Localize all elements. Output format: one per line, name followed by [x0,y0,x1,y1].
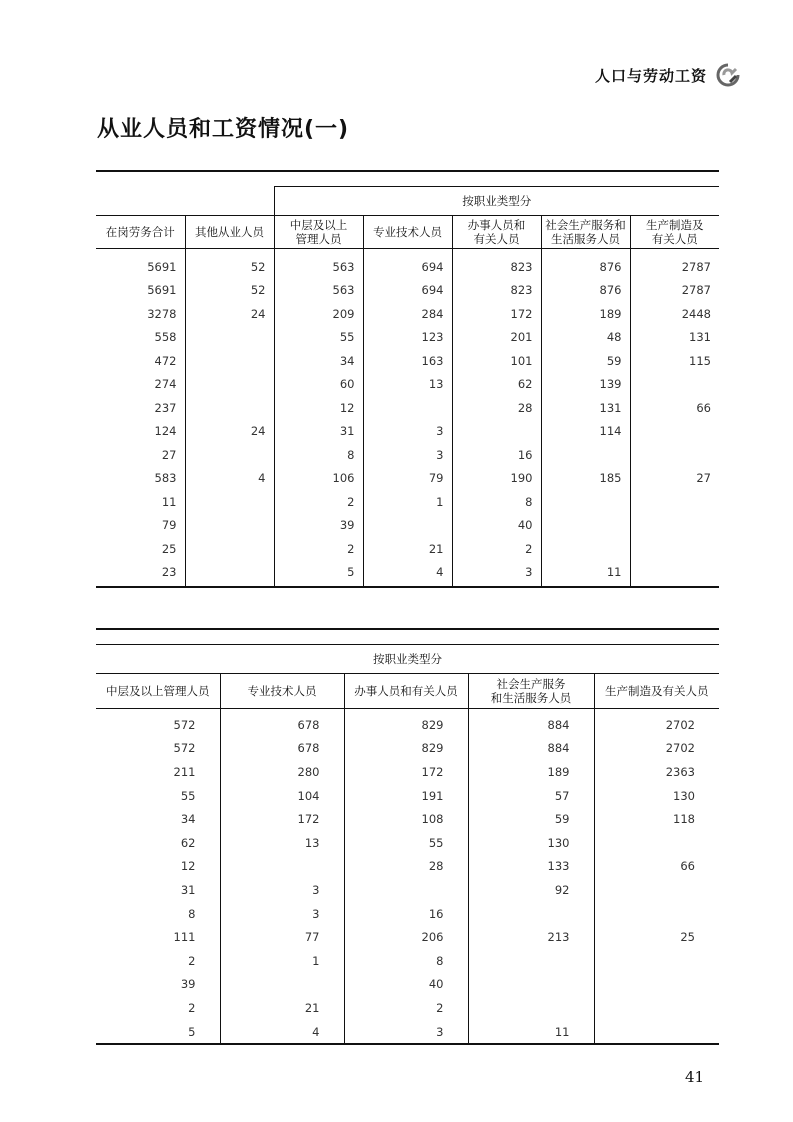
table-row [96,326,719,350]
table-cell: 21 [220,996,344,1020]
table-cell [185,443,274,467]
table-cell: 274 [154,377,177,392]
table-row [96,302,719,326]
table-cell: 2 [344,996,468,1020]
table-cell: 104 [220,784,344,808]
table-cell: 280 [220,760,344,784]
table-cell: 2 [188,1000,196,1015]
table-cell: 876 [541,279,630,303]
table-cell: 28 [452,396,541,420]
page-number: 41 [685,1068,705,1086]
table-cell [541,537,630,561]
column-header: 中层及以上 管理人员 [274,216,363,249]
table-cell: 79 [161,518,177,533]
table-cell: 66 [594,855,719,879]
table-cell [185,349,274,373]
table-cell: 131 [630,326,719,350]
table-cell: 39 [180,977,196,992]
table-cell: 3 [363,443,452,467]
table-cell: 27 [630,467,719,491]
table-cell: 40 [452,514,541,538]
table-cell [594,902,719,926]
table-cell: 34 [180,812,196,827]
table-cell [468,996,594,1020]
page-title: 从业人员和工资情况(一) [97,117,350,142]
table-cell: 209 [274,302,363,326]
table-row [96,1020,719,1045]
table-cell: 284 [363,302,452,326]
table-cell: 139 [541,373,630,397]
table-cell: 211 [173,764,196,779]
section-logo-icon [715,62,741,88]
table-cell: 34 [274,349,363,373]
table-cell: 21 [363,537,452,561]
table-cell: 3 [344,1020,468,1045]
table-row [96,737,719,761]
table-row [96,807,719,831]
table-row [96,349,719,373]
table-cell: 124 [154,424,177,439]
table-cell: 66 [630,396,719,420]
table-cell: 583 [154,471,177,486]
table-cell [541,490,630,514]
table-cell: 823 [452,279,541,303]
table-cell: 213 [468,925,594,949]
table-cell: 694 [363,249,452,279]
table-cell [594,949,719,973]
table-row [96,949,719,973]
table-cell: 2702 [594,709,719,737]
table-row [96,855,719,879]
table-cell [594,973,719,997]
table-cell: 563 [274,279,363,303]
table-cell: 5691 [147,259,177,274]
table-cell: 118 [594,807,719,831]
table-cell: 4 [185,467,274,491]
table-row [96,279,719,303]
column-header: 专业技术人员 [220,674,344,709]
table-cell: 48 [541,326,630,350]
table-cell: 3 [220,902,344,926]
table-cell: 189 [541,302,630,326]
table-cell: 11 [541,561,630,588]
table-row [96,831,719,855]
table-cell: 3 [220,878,344,902]
table-cell: 24 [185,302,274,326]
table-cell [630,420,719,444]
column-header: 在岗劳务合计 [96,216,185,249]
employment-table-2 [96,628,719,1045]
table-cell: 131 [541,396,630,420]
table-cell: 28 [344,855,468,879]
table-cell: 172 [344,760,468,784]
table-cell [185,537,274,561]
table-cell: 8 [344,949,468,973]
column-header: 专业技术人员 [363,216,452,249]
table-row [96,973,719,997]
table-cell: 572 [173,741,196,756]
table-cell: 12 [180,859,196,874]
table-cell [452,420,541,444]
table-row [96,420,719,444]
table-cell [541,514,630,538]
table-cell: 237 [154,400,177,415]
table-cell: 52 [185,249,274,279]
table-cell: 55 [180,788,196,803]
table-cell: 111 [173,930,196,945]
table-row [96,561,719,588]
table-cell: 16 [452,443,541,467]
column-header: 社会生产服务 和生活服务人员 [468,674,594,709]
table-cell: 3 [363,420,452,444]
table-cell: 62 [452,373,541,397]
table-cell: 123 [363,326,452,350]
table-cell: 2787 [630,249,719,279]
table-cell: 823 [452,249,541,279]
table-cell: 2363 [594,760,719,784]
table-cell [185,490,274,514]
table-cell: 25 [594,925,719,949]
table-cell [541,443,630,467]
employment-table-1 [96,170,719,588]
table-cell: 5691 [147,283,177,298]
table-cell [630,537,719,561]
table-cell [630,490,719,514]
table-row [96,396,719,420]
table-row [96,925,719,949]
table-cell: 130 [468,831,594,855]
table-row [96,514,719,538]
table-cell: 25 [161,541,177,556]
table-cell: 472 [154,353,177,368]
table-cell: 2448 [630,302,719,326]
table-cell: 8 [274,443,363,467]
blank-header [96,187,274,216]
table-cell [468,949,594,973]
table-cell: 106 [274,467,363,491]
table-cell: 101 [452,349,541,373]
table-row [96,709,719,737]
table-cell: 55 [274,326,363,350]
table-cell: 2 [274,490,363,514]
table-cell [630,443,719,467]
table-cell [594,1020,719,1045]
column-header: 生产制造及 有关人员 [630,216,719,249]
table-cell: 13 [363,373,452,397]
column-header: 生产制造及有关人员 [594,674,719,709]
table-cell: 572 [173,717,196,732]
table-cell: 1 [363,490,452,514]
table-cell: 52 [185,279,274,303]
table-cell: 130 [594,784,719,808]
table-cell: 185 [541,467,630,491]
table-row [96,878,719,902]
table-cell: 884 [468,709,594,737]
table-cell [468,902,594,926]
table-row [96,902,719,926]
table-cell: 8 [452,490,541,514]
table-cell: 876 [541,249,630,279]
table-cell [630,514,719,538]
table-cell: 2 [188,953,196,968]
table-cell: 11 [161,494,177,509]
table-cell: 39 [274,514,363,538]
table-cell: 11 [468,1020,594,1045]
table-cell [185,561,274,588]
table-cell [594,878,719,902]
table-cell: 62 [180,835,196,850]
table-cell [630,373,719,397]
table-row [96,490,719,514]
table-cell [468,973,594,997]
table-cell: 59 [468,807,594,831]
table-cell [594,831,719,855]
table-row [96,373,719,397]
table-cell: 829 [344,709,468,737]
table-cell: 24 [185,420,274,444]
table-cell: 206 [344,925,468,949]
table-cell: 114 [541,420,630,444]
table-cell: 2 [452,537,541,561]
table-row [96,996,719,1020]
section-title: 人口与劳动工资 [594,66,707,85]
table-cell: 59 [541,349,630,373]
table-cell: 57 [468,784,594,808]
table-row [96,467,719,491]
column-header: 办事人员和有关人员 [344,674,468,709]
table-cell: 2787 [630,279,719,303]
table-cell: 23 [161,565,177,580]
table-cell: 31 [180,882,196,897]
page-header [595,62,741,88]
table-row [96,784,719,808]
table-cell: 92 [468,878,594,902]
table-cell [630,561,719,588]
table-cell: 77 [220,925,344,949]
table-cell: 201 [452,326,541,350]
table-cell: 678 [220,737,344,761]
table-cell: 4 [220,1020,344,1045]
group-header: 按职业类型分 [96,645,719,674]
table-row [96,537,719,561]
table-cell [220,973,344,997]
table-cell: 31 [274,420,363,444]
table-cell: 133 [468,855,594,879]
table-cell: 3 [452,561,541,588]
table-cell [363,514,452,538]
table-cell: 3278 [147,306,177,321]
table-cell [220,855,344,879]
table-cell: 172 [220,807,344,831]
table-cell: 189 [468,760,594,784]
table-cell: 27 [161,447,177,462]
table-cell: 8 [188,906,196,921]
table-cell [185,373,274,397]
table-cell: 829 [344,737,468,761]
table-cell: 190 [452,467,541,491]
table-cell: 115 [630,349,719,373]
table-row [96,443,719,467]
table-cell: 5 [188,1024,196,1039]
table-cell [344,878,468,902]
group-header: 按职业类型分 [274,187,719,216]
table-cell: 4 [363,561,452,588]
column-header: 办事人员和 有关人员 [452,216,541,249]
table-cell: 558 [154,330,177,345]
table-row [96,249,719,279]
table-cell: 60 [274,373,363,397]
table-cell: 191 [344,784,468,808]
table-cell: 2702 [594,737,719,761]
table-cell: 563 [274,249,363,279]
table-cell: 884 [468,737,594,761]
column-header: 其他从业人员 [185,216,274,249]
table-cell: 108 [344,807,468,831]
table-cell [185,396,274,420]
table-cell: 13 [220,831,344,855]
column-header: 社会生产服务和 生活服务人员 [541,216,630,249]
table-cell [185,514,274,538]
table-cell: 694 [363,279,452,303]
table-cell: 678 [220,709,344,737]
table-cell [185,326,274,350]
table-cell: 2 [274,537,363,561]
table-cell [363,396,452,420]
table-cell: 16 [344,902,468,926]
table-cell: 40 [344,973,468,997]
table-cell [594,996,719,1020]
table-row [96,760,719,784]
table-cell: 1 [220,949,344,973]
table-cell: 172 [452,302,541,326]
table-cell: 12 [274,396,363,420]
table-cell: 163 [363,349,452,373]
table-cell: 5 [274,561,363,588]
table-cell: 55 [344,831,468,855]
column-header: 中层及以上管理人员 [96,674,220,709]
table-cell: 79 [363,467,452,491]
